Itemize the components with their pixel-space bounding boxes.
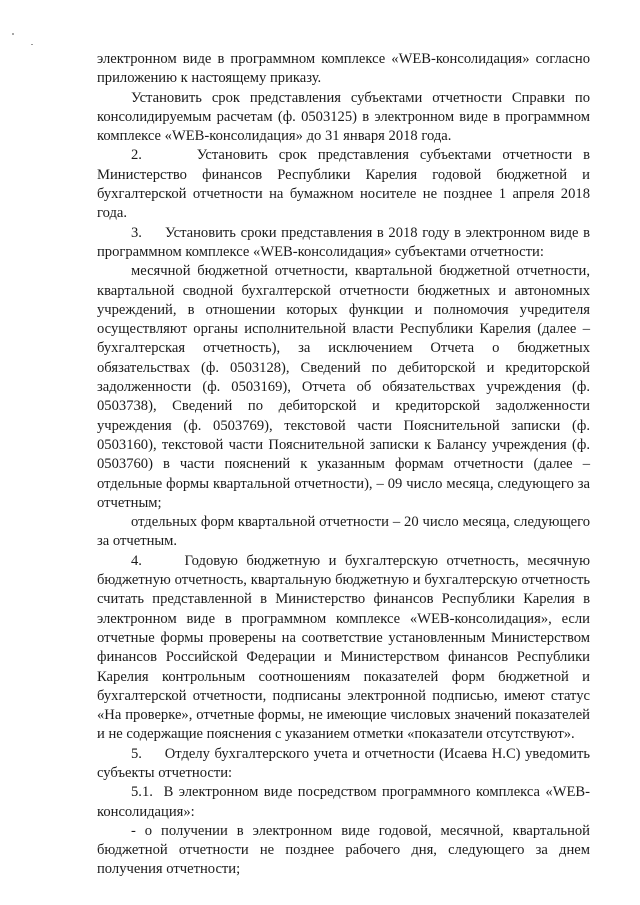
paragraph-receipt-notice: - о получении в электронном виде годовой, месячной, квартальной бюджетной отчетности не позднее рабочего дня, следующего за днем получения отчетности; bbox=[97, 822, 590, 878]
paragraph-item-5: 5. Отделу бухгалтерского учета и отчетности (Исаева Н.С) уведомить субъекты отчетности: bbox=[97, 745, 590, 781]
paragraph-item-3: 3. Установить сроки представления в 2018 году в электронном виде в программном комплексе «WEB-консолидация» субъектами отчетности: bbox=[97, 224, 590, 260]
paragraph-item-4: 4. Годовую бюджетную и бухгалтерскую отчетность, месячную бюджетную отчетность, квартальную бюджетную и бухгалтерскую отчетность считать представленной в Министерство финансов Республики Карелия в электронном виде в программном комплексе «WEB-консолидация», если отчетные формы проверены на соответствие установленным Министерством финансов Российской Федерации и Министерством финансов Республики Карелия контрольным соотношениям показателей форм бюджетной и бухгалтерской отчетности, подписаны электронной подписью, имеют статус «На проверке», отчетные формы, не имеющие числовых значений показателей и не содержащие пояснения с указанием отметки «показатели отсутствуют». bbox=[97, 552, 590, 743]
paragraph-continuation: электронном виде в программном комплексе «WEB-консолидация» согласно приложению к настоящему приказу. bbox=[97, 51, 590, 87]
paragraph-monthly-reporting: месячной бюджетной отчетности, квартальной бюджетной отчетности, квартальной сводной бухгалтерской отчетности бюджетных и автономных учреждений, в отношении которых функции и полномочия учредителя осуществляют органы исполнительной власти Республики Карелия (далее – бухгалтерская отчетность), за исключением Отчета о бюджетных обязательствах (ф. 0503128), Сведений по дебиторской и кредиторской задолженности (ф. 0503169), Отчета об обязательствах учреждения (ф. 0503738), Сведений по дебиторской и кредиторской задолженности учреждения (ф. 0503769), текстовой части Пояснительной записки (ф. 0503160), текстовой части Пояснительной записки к Балансу учреждения (ф. 0503760) в части пояснений к указанным формам отчетности (далее – отдельные формы квартальной отчетности), – 09 число месяца, следующего за отчетным; bbox=[97, 263, 590, 511]
paragraph-item-2: 2. Установить срок представления субъектами отчетности в Министерство финансов Республики Карелия годовой бюджетной и бухгалтерской отчетности на бумажном носителе не позднее 1 апреля 2018 года. bbox=[97, 147, 590, 222]
paragraph-item-5-1: 5.1. В электронном виде посредством программного комплекса «WEB-консолидация»: bbox=[97, 784, 590, 820]
scan-speck bbox=[12, 33, 14, 35]
scan-speck bbox=[31, 44, 33, 45]
paragraph-consolidated-settlements: Установить срок представления субъектами отчетности Справки по консолидируемым расчетам (ф. 0503125) в электронном виде в программном комплексе «WEB-консолидация» до 31 января 2018 года. bbox=[97, 89, 590, 145]
document-body bbox=[97, 50, 590, 880]
paragraph-separate-forms: отдельных форм квартальной отчетности – 20 число месяца, следующего за отчетным. bbox=[97, 514, 590, 550]
